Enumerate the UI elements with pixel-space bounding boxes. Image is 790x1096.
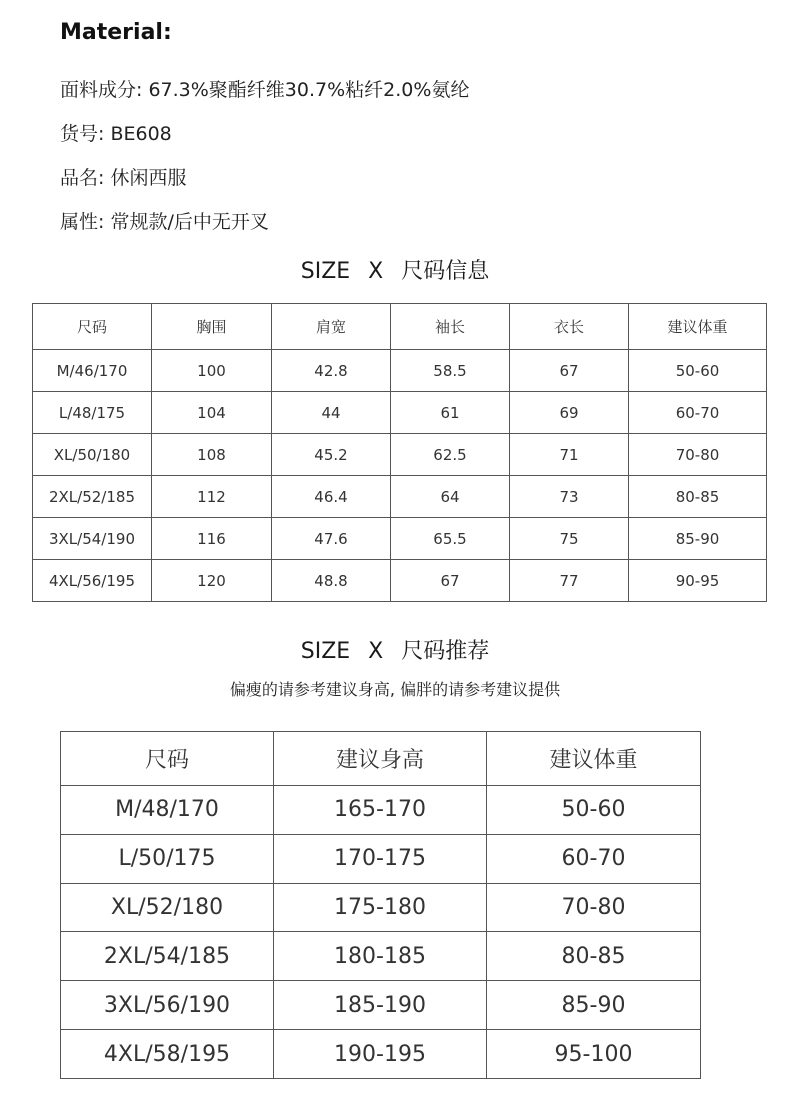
info-attributes-label: 属性: [60,211,111,233]
table-header-cell: 建议体重 [487,732,701,786]
table-cell: 67 [510,350,629,392]
table-cell: 170-175 [274,834,487,883]
table-cell: 50-60 [487,785,701,834]
table-cell: 45.2 [272,434,391,476]
table-header-cell: 尺码 [61,732,274,786]
table-cell: 2XL/52/185 [33,476,152,518]
size-info-title-left: SIZE [300,259,351,284]
size-rec-title-x: X [368,639,384,664]
table-cell: 3XL/56/190 [61,981,274,1030]
table-row [61,785,701,834]
table-cell: 70-80 [629,434,767,476]
table-cell: 3XL/54/190 [33,518,152,560]
table-cell: 80-85 [487,932,701,981]
table-row [61,932,701,981]
table-cell: 80-85 [629,476,767,518]
table-cell: M/48/170 [61,785,274,834]
size-rec-title [0,634,790,665]
table-header-cell: 胸围 [152,304,272,350]
table-cell: 42.8 [272,350,391,392]
table-header-cell: 建议身高 [274,732,487,786]
table-header-cell: 建议体重 [629,304,767,350]
table-row [33,434,767,476]
table-header-cell: 袖长 [391,304,510,350]
table-row [33,392,767,434]
table-cell: 69 [510,392,629,434]
table-cell: 120 [152,560,272,602]
size-recommendation-table [60,731,701,1079]
table-cell: L/50/175 [61,834,274,883]
table-cell: 95-100 [487,1030,701,1079]
table-row [61,834,701,883]
table-cell: 100 [152,350,272,392]
table-row [33,518,767,560]
table-cell: 90-95 [629,560,767,602]
info-item-number-label: 货号: [60,123,111,145]
table-cell: 180-185 [274,932,487,981]
table-cell: 50-60 [629,350,767,392]
table-row [61,981,701,1030]
material-heading: Material: [60,20,172,45]
table-cell: 44 [272,392,391,434]
table-cell: 48.8 [272,560,391,602]
table-cell: 190-195 [274,1030,487,1079]
size-rec-subtitle: 偏瘦的请参考建议身高, 偏胖的请参考建议提供 [229,680,561,699]
info-composition [60,75,469,102]
info-item-number [60,119,172,146]
size-rec-title-left: SIZE [300,639,351,664]
table-cell: 108 [152,434,272,476]
table-cell: 116 [152,518,272,560]
size-rec-title-right: 尺码推荐 [401,639,490,664]
table-header-cell: 尺码 [33,304,152,350]
table-cell: M/46/170 [33,350,152,392]
size-info-title [0,254,790,285]
table-cell: 60-70 [487,834,701,883]
table-cell: 175-180 [274,883,487,932]
size-info-title-right: 尺码信息 [401,259,490,284]
table-cell: XL/52/180 [61,883,274,932]
info-item-number-value: BE608 [110,123,172,145]
info-product-name-value: 休闲西服 [110,167,187,189]
table-cell: 112 [152,476,272,518]
table-cell: XL/50/180 [33,434,152,476]
table-row [33,476,767,518]
table-cell: 70-80 [487,883,701,932]
table-cell: 58.5 [391,350,510,392]
table-cell: 46.4 [272,476,391,518]
table-row [33,560,767,602]
table-header-row [33,304,767,350]
table-header-row [61,732,701,786]
table-header-cell: 衣长 [510,304,629,350]
info-composition-label: 面料成分: [60,79,149,101]
size-info-table [32,303,767,602]
table-row [61,1030,701,1079]
info-attributes [60,207,269,234]
info-composition-value: 67.3%聚酯纤维30.7%粘纤2.0%氨纶 [148,79,470,101]
table-cell: 64 [391,476,510,518]
table-cell: 73 [510,476,629,518]
table-header-cell: 肩宽 [272,304,391,350]
table-cell: 2XL/54/185 [61,932,274,981]
table-cell: 165-170 [274,785,487,834]
table-cell: 61 [391,392,510,434]
table-cell: 60-70 [629,392,767,434]
table-cell: 85-90 [629,518,767,560]
table-cell: 4XL/58/195 [61,1030,274,1079]
table-row [33,350,767,392]
table-cell: 71 [510,434,629,476]
size-info-title-x: X [368,259,384,284]
table-cell: 85-90 [487,981,701,1030]
table-cell: 77 [510,560,629,602]
info-attributes-value: 常规款/后中无开叉 [110,211,269,233]
table-cell: 62.5 [391,434,510,476]
table-cell: L/48/175 [33,392,152,434]
table-cell: 185-190 [274,981,487,1030]
table-cell: 47.6 [272,518,391,560]
table-cell: 65.5 [391,518,510,560]
table-cell: 104 [152,392,272,434]
info-product-name-label: 品名: [60,167,111,189]
table-cell: 4XL/56/195 [33,560,152,602]
table-cell: 75 [510,518,629,560]
info-product-name [60,163,186,190]
table-row [61,883,701,932]
table-cell: 67 [391,560,510,602]
